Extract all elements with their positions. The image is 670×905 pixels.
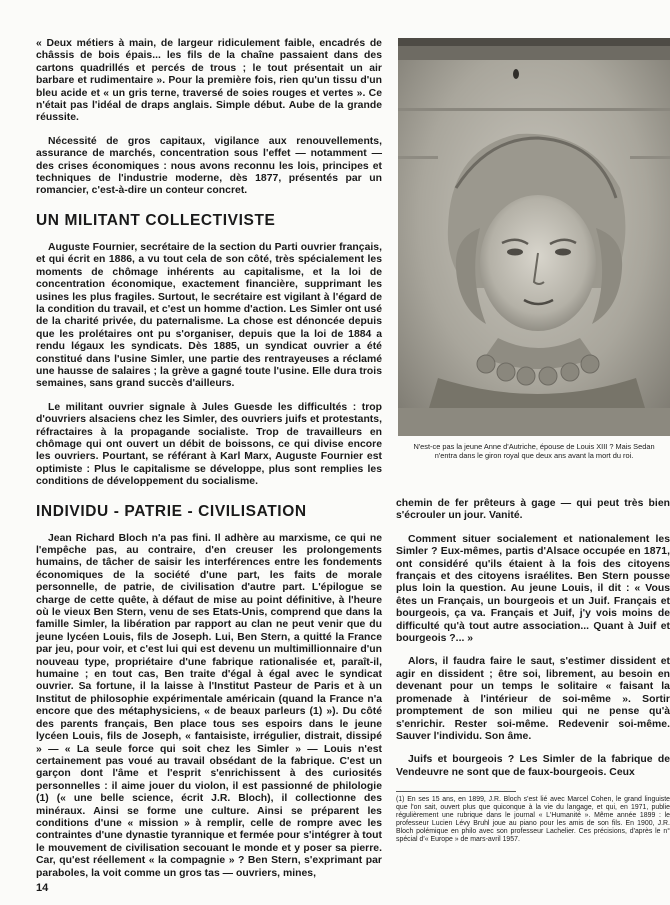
paragraph: Auguste Fournier, secrétaire de la section du Parti ouvrier français, et qui écrit en 1886, a vu tout cela de son côté, très spécialement les moments de chômage inhérents au capitalisme, et la loi de concentration économique, exactement financière, supprimant les usines les plus fragiles. Surtout, le secrétaire est vigilant à l'égard de la condition du travail, et c'est un homme d'action. Les Simler ont usé de la charité privée, du paternalisme. La chose est dénoncée depuis que les prolétaires ont pu s'organiser, depuis que la loi de 1884 a rendu légaux les syndicats. Dès 1885, un syndicat ouvrier a été constitué dans l'usine Simler, une partie des rentrayeuses a réclamé une hausse de salaires ; la grève a gagné toute l'usine. Elle dura trois semaines, sans grand succès d'ailleurs. (36, 241, 382, 390)
section-heading: INDIVIDU - PATRIE - CIVILISATION (36, 502, 307, 520)
paragraph: Comment situer socialement et nationalement les Simler ? Eux-mêmes, partis d'Alsace occupée en 1871, ont considéré qu'ils étaient à la fois des citoyens français et des citoyens israélites. Ben Stern pousse plus loin la question. Au jeune Louis, il dit : « Vous êtes un Français, un bourgeois et un Juif. Français et bourgeois, ça va. Français et Juif, j'y vois moins de difficulté qu'à tout autre association... Quant à Juif et bourgeois ?... » (396, 533, 670, 645)
figure (398, 38, 670, 460)
sculpture-photo (398, 38, 670, 436)
paragraph: Le militant ouvrier signale à Jules Guesde les difficultés : trop d'ouvriers alsaciens chez les Simler, des ouvriers juifs et protestants, réfractaires à la propagande socialiste. Trop de travailleurs en chômage qui ont ouvert un débit de boissons, ce qui divise encore les ouvriers. Pourtant, se référant à Karl Marx, Auguste Fournier est optimiste : Plus le capitalisme se développe, plus sont remplies les conditions de développement du socialisme. (36, 401, 382, 488)
footnote-divider (396, 791, 516, 792)
right-column (396, 498, 670, 844)
section-heading: UN MILITANT COLLECTIVISTE (36, 211, 276, 229)
page-number: 14 (36, 882, 49, 894)
left-column (36, 38, 382, 880)
footnote: (1) En ses 15 ans, en 1899, J.R. Bloch s'est lié avec Marcel Cohen, le grand linguiste que l'on sait, ouvert plus que quiconque à la vie du langage, et qui, en 1971, publie régulièrement une rubrique dans le journal « L'Humanité ». Même année 1899 : le professeur Lucien Lévy Bruhl joue au piano pour les amis de son fils. En 1900, J.R. Bloch polémique en philo avec son professeur Lachelier. Ces précisions, d'après le n° spécial d'« Europe » de mars-avril 1957. (396, 796, 670, 844)
paragraph: chemin de fer prêteurs à gage — qui peut très bien s'écrouler un jour. Vanité. (396, 498, 670, 522)
paragraph: Alors, il faudra faire le saut, s'estimer dissident et agir en dissident ; être soi, librement, au besoin en devenant pour un temps le solitaire « faisant la promenade à l'intérieur de soi-même ». Sortir promptement de son milieu qui ne pense qu'à s'enrichir. Rester soi-même. Redevenir soi-même. Sauver l'individu. Son âme. (396, 656, 670, 742)
paragraph: « Deux métiers à main, de largeur ridiculement faible, encadrés de châssis de bois épais... les fils de la chaîne passaient dans des cartons quadrillés et percés de trous ; le tout présentait un air barbare et rudimentaire ». Pour la première fois, rien qu'un tissu d'un bleu acide et « un gris terne, traversé de soies rouges et vertes ». Ce n'était pas l'idéal de draps anglais. Simple début. Aube de la grande réussite. (36, 38, 382, 124)
paragraph: Jean Richard Bloch n'a pas fini. Il adhère au marxisme, ce qui ne l'empêche pas, au contraire, d'en creuser les prolongements humains, de tâcher de saisir les interférences entre les fondements économiques de la société d'une part, les faits de morale personnelle, de patrie, de civilisation d'autre part. L'épilogue se charge de cette quête, à défaut de mise au point définitive, à l'heure où le vieux Ben Stern, venu de ses Etats-Unis, comprend que dans la famille Simler, la libération par rapport au clan ne peut venir que du jeune lycéen Louis, fils de Joseph. Lui, Ben Stern, a quitté la France par jeu, pour voir, et c'est lui qui est devenu un multimillionnaire d'un nouveau type, propriétaire d'une fabrique rationalisée et, paraît-il, humaine ; en tout cas, Ben traite d'égal à égal avec le syndicat ouvrier. Sa fortune, il la laisse à l'Institut Pasteur de Paris et à un Institut de philosophie expérimentale américain (quand la France n'a encore que des métaphysiciens, « de beaux parleurs (1) »). Du côté des parents français, Ben place tous ses espoirs dans le jeune lycéen Louis, fils de Joseph, « fantaisiste, irrégulier, distrait, dissipé » — « La seule force qui soit chez les Simler » — Louis n'est certainement pas voué au travail obsédant de la fabrique. C'est un garçon dont l'âme et l'esprit s'enrichissent à des curiosités personnelles : il aime jouer du violon, il est passionné de philologie (1) (« une belle science, écrit J.R. Bloch), il collectionne des minéraux. Ainsi se forme une culture. Ainsi se préparent les conditions d'une « mission » à remplir, celle de rompre avec les contraintes d'une dynastie tyrannique et fermée pour s'intégrer à tout le mouvement de civilisation secouant le monde et y poser sa pierre. Car, qu'est réellement « la compagnie » ? Ben Stern, s'exprimant par paraboles, la voit comme un gros tas — ouvriers, mines, (36, 532, 382, 879)
paragraph: Nécessité de gros capitaux, vigilance aux renouvellements, assurance de marchés, concentration sous l'effet — notamment — des crises économiques : nous avons reconnu les lois, principes et techniques de l'industrie moderne, dès 1877, présentés par un romancier, c'est-à-dire un conteur concret. (36, 135, 382, 197)
figure-caption: N'est-ce pas la jeune Anne d'Autriche, épouse de Louis XIII ? Mais Sedan n'entra dans le giron royal que deux ans avant la mort du roi. (413, 442, 655, 460)
sculpted-head-image (398, 38, 670, 436)
paragraph: Juifs et bourgeois ? Les Simler de la fabrique de Vendeuvre ne sont que de faux-bourgeois. Ceux (396, 754, 670, 778)
